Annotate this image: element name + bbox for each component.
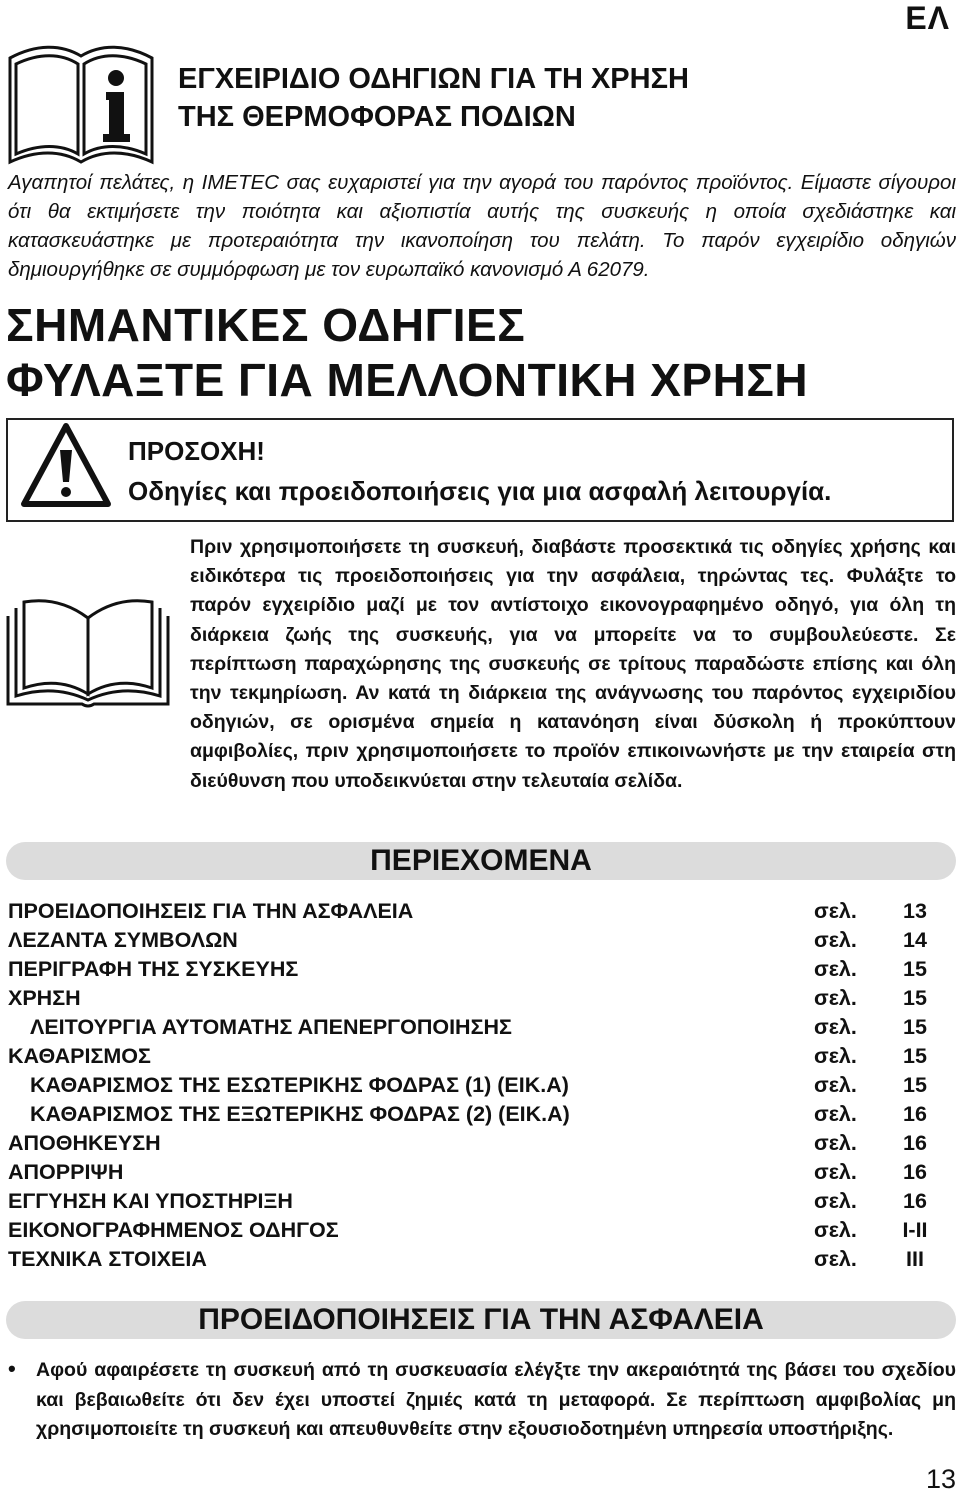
- intro-paragraph: Αγαπητοί πελάτες, η IMETEC σας ευχαριστεί για την αγορά του παρόντος προϊόντος. Είμαστε σίγουροι ότι θα εκτιμήσετε την ποιότητα και αξιοπιστία αυτής της συσκευής η οποία σχεδιάστηκε και κατασκευάστηκε με προτεραιότητα την ικανοποίηση του πελάτη. Το παρόν εγχειρίδιο οδηγιών δημιουργήθηκε σε συμμόρφωση με τον ευρωπαϊκό κανονισμό Α 62079.: [8, 171, 956, 281]
- toc-title: ΤΕΧΝΙΚΑ ΣΤΟΙΧΕΙΑ: [8, 1247, 207, 1271]
- toc-title: ΠΡΟΕΙΔΟΠΟΙΗΣΕΙΣ ΓΙΑ ΤΗΝ ΑΣΦΑΛΕΙΑ: [8, 899, 414, 923]
- toc-title: ΕΙΚΟΝΟΓΡΑΦΗΜΕΝΟΣ ΟΔΗΓΟΣ: [8, 1218, 339, 1242]
- toc-title: ΑΠΟΘΗΚΕΥΣΗ: [8, 1131, 161, 1155]
- toc-page-number: 15: [903, 957, 927, 981]
- contents-heading: ΠΕΡΙΕΧΟΜΕΝΑ: [370, 844, 592, 877]
- toc-page-abbrev: σελ.: [814, 928, 857, 952]
- toc-title: ΛΕΖΑΝΤΑ ΣΥΜΒΟΛΩΝ: [8, 928, 238, 952]
- contents-heading-band: [6, 842, 956, 880]
- toc-page-abbrev: σελ.: [814, 1131, 857, 1155]
- toc-page-number: 15: [903, 1073, 927, 1097]
- warning-subtitle: Οδηγίες και προειδοποιήσεις για μια ασφαλή λειτουργία.: [128, 476, 832, 506]
- important-heading-line-2: ΦΥΛΑΞΤΕ ΓΙΑ ΜΕΛΛΟΝΤΙΚΗ ΧΡΗΣΗ: [6, 354, 809, 406]
- toc-row: [8, 1245, 948, 1274]
- toc-row: [8, 1129, 948, 1158]
- table-of-contents: [8, 897, 948, 1274]
- toc-page-number: I-II: [902, 1218, 928, 1242]
- important-heading-line-1: ΣΗΜΑΝΤΙΚΕΣ ΟΔΗΓΙΕΣ: [6, 299, 526, 351]
- toc-page-number: 16: [903, 1131, 927, 1155]
- document-title-line-1: ΕΓΧΕΙΡΙΔΙΟ ΟΔΗΓΙΩΝ ΓΙΑ ΤΗ ΧΡΗΣΗ: [178, 63, 689, 95]
- toc-title: ΧΡΗΣΗ: [8, 986, 81, 1010]
- toc-page-abbrev: σελ.: [814, 1218, 857, 1242]
- toc-row: [8, 1042, 948, 1071]
- toc-row: [8, 1216, 948, 1245]
- toc-page-abbrev: σελ.: [814, 986, 857, 1010]
- document-title: [178, 60, 689, 136]
- toc-row: [8, 926, 948, 955]
- toc-title: ΕΓΓΥΗΣΗ ΚΑΙ ΥΠΟΣΤΗΡΙΞΗ: [8, 1189, 293, 1213]
- toc-row: [8, 1187, 948, 1216]
- toc-page-abbrev: σελ.: [814, 1073, 857, 1097]
- toc-page-number: 13: [903, 899, 927, 923]
- toc-page-number: 15: [903, 1015, 927, 1039]
- toc-page-abbrev: σελ.: [814, 1160, 857, 1184]
- page-number: 13: [925, 1464, 956, 1494]
- toc-page-abbrev: σελ.: [814, 1102, 857, 1126]
- toc-row: [8, 984, 948, 1013]
- toc-page-number: 15: [903, 986, 927, 1010]
- bullet-marker: •: [8, 1356, 16, 1381]
- toc-row: [8, 1100, 948, 1129]
- language-code: ΕΛ: [905, 0, 950, 36]
- warning-triangle-icon: [18, 418, 114, 514]
- toc-row: [8, 897, 948, 926]
- toc-title: ΚΑΘΑΡΙΣΜΟΣ ΤΗΣ ΕΞΩΤΕΡΙΚΗΣ ΦΟΔΡΑΣ (2) (ΕΙΚ.Α): [30, 1102, 570, 1126]
- important-heading: [6, 298, 808, 408]
- toc-page-number: 16: [903, 1102, 927, 1126]
- toc-row: [8, 1158, 948, 1187]
- toc-title: ΑΠΟΡΡΙΨΗ: [8, 1160, 124, 1184]
- toc-row: [8, 955, 948, 984]
- toc-page-number: 16: [903, 1160, 927, 1184]
- toc-page-abbrev: σελ.: [814, 1044, 857, 1068]
- toc-title: ΛΕΙΤΟΥΡΓΙΑ ΑΥΤΟΜΑΤΗΣ ΑΠΕΝΕΡΓΟΠΟΙΗΣΗΣ: [30, 1015, 512, 1039]
- toc-page-abbrev: σελ.: [814, 899, 857, 923]
- toc-page-abbrev: σελ.: [814, 957, 857, 981]
- info-book-icon: [6, 38, 156, 166]
- toc-page-abbrev: σελ.: [814, 1247, 857, 1271]
- toc-page-abbrev: σελ.: [814, 1015, 857, 1039]
- read-instructions-paragraph: Πριν χρησιμοποιήσετε τη συσκευή, διαβάστε προσεκτικά τις οδηγίες χρήσης και ειδικότερα τις προειδοποιήσεις για την ασφάλεια, τηρώντας τες. Φυλάξτε το παρόν εγχειρίδιο μαζί με τον αντίστοιχο εικονογραφημένο οδηγό, για όλη τη διάρκεια ζωής της συσκευής, για να μπορείτε να το συμβουλεύεστε. Σε περίπτωση παραχώρησης της συσκευής σε τρίτους παραδώστε επίσης και όλη την τεκμηρίωση. Αν κατά τη διάρκεια της ανάγνωσης του παρόντος εγχειριδίου οδηγιών, σε ορισμένα σημεία η κατανόηση είναι δύσκολη ή προκύπτουν αμφιβολίες, πριν χρησιμοποιήσετε το προϊόν επικοινωνήστε με την εταιρεία στη διεύθυνση που υποδεικνύεται στην τελευταία σελίδα.: [190, 536, 956, 792]
- safety-heading: ΠΡΟΕΙΔΟΠΟΙΗΣΕΙΣ ΓΙΑ ΤΗΝ ΑΣΦΑΛΕΙΑ: [198, 1303, 764, 1336]
- toc-title: ΠΕΡΙΓΡΑΦΗ ΤΗΣ ΣΥΣΚΕΥΗΣ: [8, 957, 299, 981]
- toc-page-number: III: [906, 1247, 924, 1271]
- toc-page-number: 14: [903, 928, 927, 952]
- toc-page-abbrev: σελ.: [814, 1189, 857, 1213]
- warning-title: ΠΡΟΣΟΧΗ!: [128, 436, 265, 466]
- toc-page-number: 16: [903, 1189, 927, 1213]
- safety-heading-band: [6, 1301, 956, 1339]
- open-book-icon: [4, 596, 172, 708]
- toc-page-number: 15: [903, 1044, 927, 1068]
- document-title-line-2: ΤΗΣ ΘΕΡΜΟΦΟΡΑΣ ΠΟΔΙΩΝ: [178, 101, 576, 133]
- safety-bullet-text: Αφού αφαιρέσετε τη συσκευή από τη συσκευασία ελέγξτε την ακεραιότητά της βάσει του σχεδίου και βεβαιωθείτε ότι δεν έχει υποστεί ζημιές κατά τη μεταφορά. Σε περίπτωση αμφιβολίας μη χρησιμοποιείτε τη συσκευή και απευθυνθείτε στην εξουσιοδοτημένη υπηρεσία υποστήριξης.: [36, 1359, 956, 1440]
- toc-row: [8, 1013, 948, 1042]
- toc-row: [8, 1071, 948, 1100]
- toc-title: ΚΑΘΑΡΙΣΜΟΣ ΤΗΣ ΕΣΩΤΕΡΙΚΗΣ ΦΟΔΡΑΣ (1) (ΕΙΚ.Α): [30, 1073, 569, 1097]
- toc-title: ΚΑΘΑΡΙΣΜΟΣ: [8, 1044, 151, 1068]
